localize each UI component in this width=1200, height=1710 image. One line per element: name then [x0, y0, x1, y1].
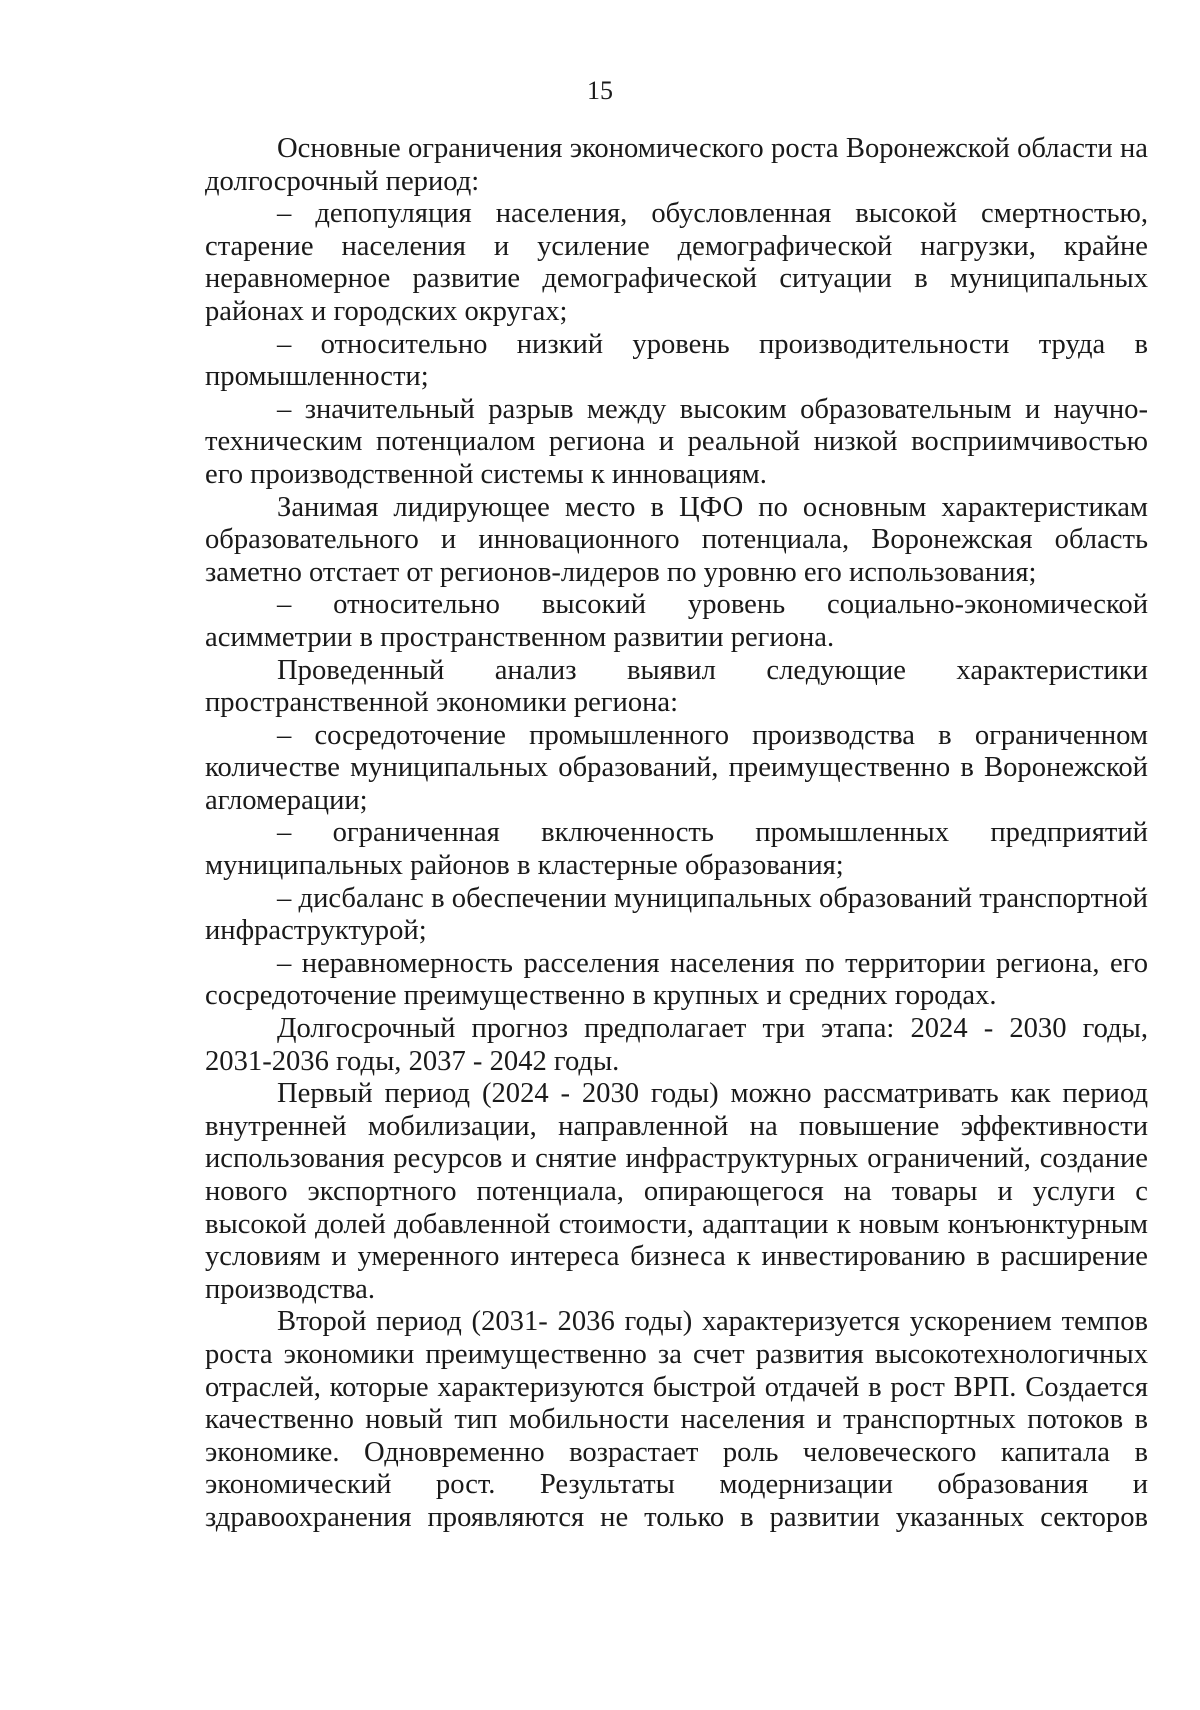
paragraph: Второй период (2031- 2036 годы) характеризуется ускорением темпов роста экономики преимущественно за счет развития высокотехнологичных отраслей, которые характеризуются быстрой отдачей в рост ВРП. Создается качественно новый тип мобильности населения и транспортных потоков в экономике. Одновременно возрастает роль человеческого капитала в экономический рост. Результаты модернизации образования и здравоохранения проявляются не только в развитии указанных секторов — [205, 1306, 1148, 1533]
document-body — [205, 133, 1148, 1535]
paragraph: Первый период (2024 - 2030 годы) можно рассматривать как период внутренней мобилизации, направленной на повышение эффективности использования ресурсов и снятие инфраструктурных ограничений, создание нового экспортного потенциала, опирающегося на товары и услуги с высокой долей добавленной стоимости, адаптации к новым конъюнктурным условиям и умеренного интереса бизнеса к инвестированию в расширение производства. — [205, 1078, 1148, 1305]
list-item: – относительно низкий уровень производительности труда в промышленности; — [205, 328, 1148, 393]
list-item: – сосредоточение промышленного производства в ограниченном количестве муниципальных образований, преимущественно в Воронежской агломерации; — [205, 719, 1148, 816]
list-item: – неравномерность расселения населения по территории региона, его сосредоточение преимущественно в крупных и средних городах. — [205, 947, 1148, 1012]
list-item: – дисбаланс в обеспечении муниципальных образований транспортной инфраструктурой; — [205, 882, 1148, 947]
paragraph: Основные ограничения экономического роста Воронежской области на долгосрочный период: — [205, 133, 1148, 197]
page-number: 15 — [587, 76, 613, 105]
list-item: – относительно высокий уровень социально-экономической асимметрии в пространственном развитии региона. — [205, 589, 1148, 653]
paragraph: Проведенный анализ выявил следующие характеристики пространственной экономики региона: — [205, 654, 1148, 719]
list-item: – ограниченная включенность промышленных предприятий муниципальных районов в кластерные образования; — [205, 817, 1148, 882]
paragraph: Занимая лидирующее место в ЦФО по основным характеристикам образовательного и инновационного потенциала, Воронежская область заметно отстает от регионов-лидеров по уровню его использования; — [205, 491, 1148, 588]
paragraph: Долгосрочный прогноз предполагает три этапа: 2024 - 2030 годы, 2031-2036 годы, 2037 - 2042 годы. — [205, 1013, 1148, 1077]
list-item: – значительный разрыв между высоким образовательным и научно-техническим потенциалом региона и реальной низкой восприимчивостью его производственной системы к инновациям. — [205, 393, 1148, 490]
list-item: – депопуляция населения, обусловленная высокой смертностью, старение населения и усиление демографической нагрузки, крайне неравномерное развитие демографической ситуации в муниципальных районах и городских округах; — [205, 198, 1148, 327]
